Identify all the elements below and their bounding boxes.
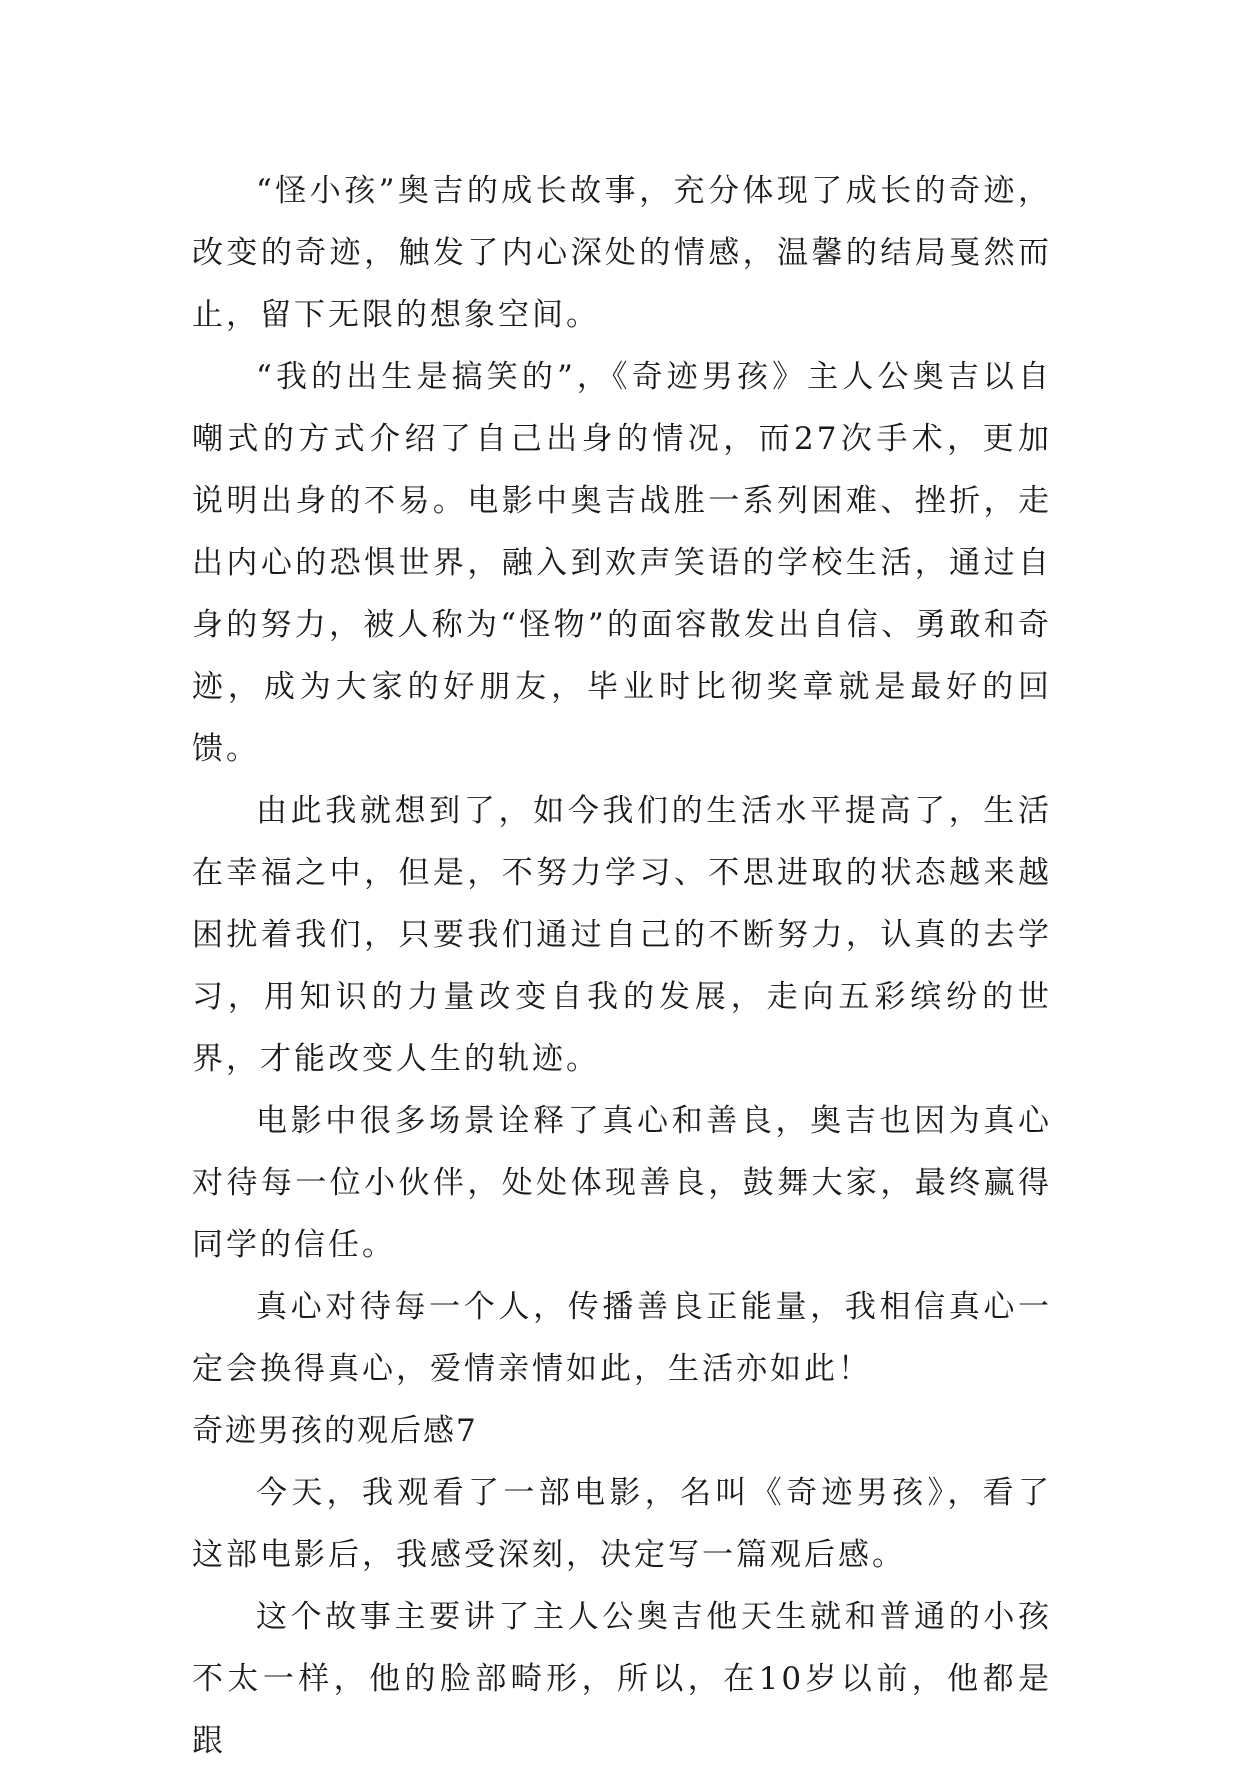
document-body (192, 160, 1052, 1772)
paragraph: 真心对待每一个人，传播善良正能量，我相信真心一定会换得真心，爱情亲情如此，生活亦如此！ (192, 1289, 1052, 1387)
paragraph: 这个故事主要讲了主人公奥吉他天生就和普通的小孩不太一样，他的脸部畸形，所以，在10岁以前，他都是跟 (192, 1599, 1052, 1759)
section-title: 奇迹男孩的观后感7 (192, 1413, 478, 1449)
paragraph: 今天，我观看了一部电影，名叫《奇迹男孩》，看了这部电影后，我感受深刻，决定写一篇观后感。 (192, 1475, 1052, 1573)
paragraph: “我的出生是搞笑的”，《奇迹男孩》主人公奥吉以自嘲式的方式介绍了自己出身的情况，而27次手术，更加说明出身的不易。电影中奥吉战胜一系列困难、挫折，走出内心的恐惧世界，融入到欢声笑语的学校生活，通过自身的努力，被人称为“怪物”的面容散发出自信、勇敢和奇迹，成为大家的好朋友，毕业时比彻奖章就是最好的回馈。 (192, 359, 1052, 767)
paragraph: 由此我就想到了，如今我们的生活水平提高了，生活在幸福之中，但是，不努力学习、不思进取的状态越来越困扰着我们，只要我们通过自己的不断努力，认真的去学习，用知识的力量改变自我的发展，走向五彩缤纷的世界，才能改变人生的轨迹。 (192, 793, 1052, 1077)
paragraph: 电影中很多场景诠释了真心和善良，奥吉也因为真心对待每一位小伙伴，处处体现善良，鼓舞大家，最终赢得同学的信任。 (192, 1103, 1052, 1263)
paragraph: “怪小孩”奥吉的成长故事，充分体现了成长的奇迹，改变的奇迹，触发了内心深处的情感，温馨的结局戛然而止，留下无限的想象空间。 (192, 173, 1052, 333)
